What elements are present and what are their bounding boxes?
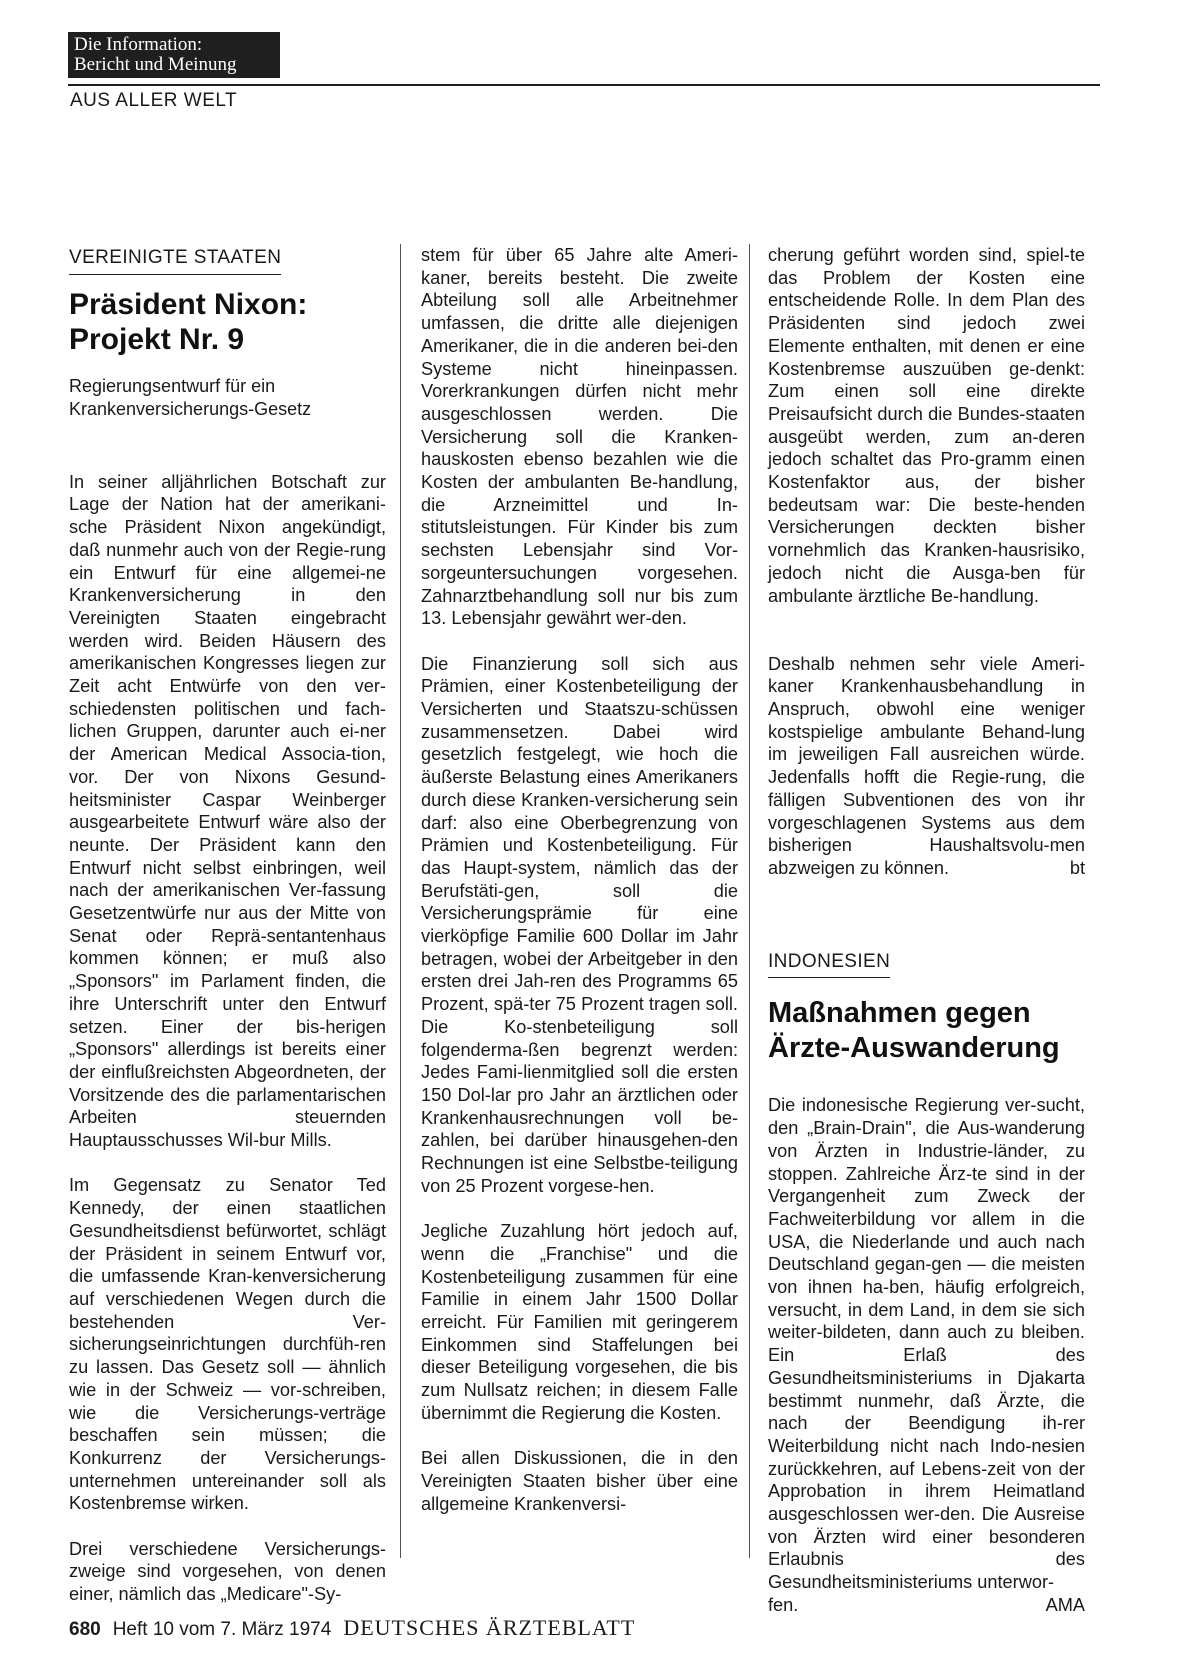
issue-info: Heft 10 vom 7. März 1974	[112, 1619, 332, 1640]
paragraph-end: fen.	[768, 1594, 799, 1615]
paragraph: Im Gegensatz zu Senator Ted Kennedy, der einen staatlichen Gesundheitsdienst befürwortet, schlägt der Präsident in seinem Entwurf vor, die umfassende Kran-kenversicherung auf verschiedenen Wegen durch die bestehenden Ver-sicherungseinrichtungen durchfüh-ren zu lassen. Das Gesetz soll — ähnlich wie in der Schweiz — vor-schreiben, wie die Versicherungs-verträge beschaffen sein müssen; die Konkurrenz der Versicherungs-unternehmen untereinander soll als Kostenbremse wirken.	[69, 1175, 386, 1514]
article-kicker: INDONESIEN	[768, 951, 890, 979]
paragraph: cherung geführt worden sind, spiel-te das Problem der Kosten eine entscheidende Rolle. In dem Plan des Präsidenten sind jedoch zwei Elemente enthalten, mit denen er eine Kostenbremse auszuüben ge-denkt: Zum einen soll eine direkte Preisaufsicht durch die Bundes-staaten ausgeübt werden, zum an-deren jedoch schaltet das Pro-gramm einen Kostenfaktor aus, der bisher bedeutsam war: Die beste-henden Versicherungen deckten bisher vornehmlich das Kranken-hausrisiko, jedoch nicht die Ausga-ben für ambulante ärztliche Be-handlung.	[768, 245, 1085, 606]
paragraph: Die Finanzierung soll sich aus Prämien, einer Kostenbeteiligung der Versicherten und Staatszu-schüssen zusammensetzen. Dabei wird gesetzlich festgelegt, wie hoch die äußerste Belastung eines Amerikaners durch diese Kranken-versicherung sein darf: also eine Oberbegrenzung von Prämien und Kostenbeteiligung. Für das Haupt-system, nämlich das der Berufstäti-gen, soll die Versicherungsprämie für eine vierköpfige Familie 600 Dollar im Jahr betragen, wobei der Arbeitgeber in den ersten drei Jah-ren des Programms 65 Prozent, spä-ter 75 Prozent tragen soll. Die Ko-stenbeteiligung soll folgenderma-ßen begrenzt werden: Jedes Fami-lienmitglied soll die ersten 150 Dol-lar pro Jahr an ärztlichen oder Krankenhausrechnungen voll be-zahlen, bei darüber hinausgehen-den Rechnungen ist eine Selbstbe-teiligung von 25 Prozent vorgese-hen.	[421, 653, 738, 1196]
article-subtitle: Regierungsentwurf für ein Krankenversicherungs-Gesetz	[69, 375, 312, 419]
rubric-line-2: Bericht und Meinung	[74, 54, 237, 75]
paragraph: Die indonesische Regierung ver-sucht, den „Brain-Drain", die Aus-wanderung von Ärzten in Industrie-länder, zu stoppen. Zahlreiche Ärz-te sind in der Vergangenheit zum Zweck der Fachweiterbildung vor allem in die USA, die Niederlande und auch nach Deutschland gegan-gen — die meisten von ihnen ha-ben, häufig erfolgreich, versucht, in dem Land, in dem sie sich weiter-bildeten, dann auch zu bleiben. Ein Erlaß des Gesundheitsministeriums in Djakarta bestimmt nunmehr, daß Ärzte, die nach der Beendigung ih-rer Weiterbildung nicht nach Indo-nesien zurückkehren, auf Lebens-zeit von der Approbation in ihrem Heimatland ausgeschlossen wer-den. Die Ausreise von Ärzten wird einer besonderen Erlaubnis des Gesundheitsministeriums unterwor-	[768, 1095, 1085, 1593]
article-headline	[768, 996, 1085, 1066]
paragraph: stem für über 65 Jahre alte Ameri-kaner, bereits besteht. Die zweite Abteilung soll alle Arbeitnehmer umfassen, die dritte alle diejenigen Amerikaner, die in die anderen bei-den Systeme nicht hineinpassen. Vorerkrankungen dürfen nicht mehr ausgeschlossen werden. Die Versicherung soll die Kranken-hauskosten ebenso bezahlen wie die Kosten der ambulanten Be-handlung, die Arzneimittel und In-stitutsleistungen. Für Kinder bis zum sechsten Lebensjahr sind Vor-sorgeuntersuchungen vorgesehen. Zahnarztbehandlung soll nur bis zum 13. Lebensjahr gewährt wer-den.	[421, 245, 738, 629]
column-1	[69, 246, 386, 1606]
page-number: 680	[69, 1619, 101, 1640]
column-3	[768, 244, 1085, 1617]
paragraph-text: Deshalb nehmen sehr viele Ameri-kaner Krankenhausbehandlung in Anspruch, obwohl eine weniger kostspielige ambulante Behand-lung im jeweiligen Fall ausreichen würde. Jedenfalls hofft die Regie-rung, die fälligen Subventionen des von ihr vorgeschlagenen Systems aus dem bisherigen Haushaltsvolu-men abzweigen zu können.	[768, 653, 1085, 878]
rubric-badge	[68, 32, 280, 78]
paragraph: In seiner alljährlichen Botschaft zur Lage der Nation hat der amerikani-sche Präsident Nixon angekündigt, daß nunmehr auch von der Regie-rung ein Entwurf für eine allgemei-ne Krankenversicherung in den Vereinigten Staaten eingebracht werden wird. Beiden Häusern des amerikanischen Kongresses liegen zur Zeit acht Entwürfe von den ver-schiedensten politischen und fach-lichen Gruppen, darunter auch ei-ner der American Medical Associa-tion, vor. Der von Nixons Gesund-heitsminister Caspar Weinberger ausgearbeitete Entwurf wäre also der neunte. Der Präsident kann den Entwurf nicht selbst einbringen, weil nach der amerikanischen Ver-fassung Gesetzentwürfe nur aus der Mitte von Senat oder Reprä-sentantenhaus kommen können; er muß also „Sponsors" im Parlament finden, die ihre Unterschrift unter den Entwurf setzen. Einer der bis-herigen „Sponsors" allerdings ist bereits einer der einflußreichsten Abgeordneten, der Vorsitzende des die parlamentarischen Arbeiten steuernden Hauptausschusses Wil-bur Mills.	[69, 471, 386, 1151]
headline-line-1: Präsident Nixon:	[69, 287, 308, 321]
section-heading: AUS ALLER WELT	[70, 90, 238, 111]
headline-line-1: Maßnahmen gegen	[768, 997, 1031, 1030]
header-rule	[68, 84, 1100, 86]
paragraph: Bei allen Diskussionen, die in den Vereinigten Staaten bisher über eine allgemeine Krankenversi-	[421, 1448, 738, 1514]
rubric-line-1: Die Information:	[74, 34, 203, 55]
paragraph: Jegliche Zuzahlung hört jedoch auf, wenn die „Franchise" und die Kostenbeteiligung zusammen für eine Familie in einem Jahr 1500 Dollar erreicht. Für Familien mit geringerem Einkommen sind Staffelungen bei dieser Beteiligung vorgesehen, die bis zum Nullsatz reichen; in diesem Falle übernimmt die Regierung die Kosten.	[421, 1221, 738, 1423]
headline-line-2: Ärzte-Auswanderung	[768, 1032, 1060, 1065]
journal-name: DEUTSCHES ÄRZTEBLATT	[343, 1615, 636, 1640]
article-headline	[69, 287, 386, 357]
article-byline: AMA	[1045, 1594, 1085, 1615]
article-kicker: VEREINIGTE STAATEN	[69, 247, 281, 275]
page-footer	[69, 1615, 635, 1641]
column-2	[421, 244, 738, 1515]
headline-line-2: Projekt Nr. 9	[69, 322, 245, 356]
column-divider	[749, 244, 750, 1558]
paragraph	[768, 630, 1085, 880]
column-divider	[400, 244, 401, 1558]
paragraph: Drei verschiedene Versicherungs-zweige sind vorgesehen, von denen einer, nämlich das „Medicare"-Sy-	[69, 1538, 386, 1605]
byline-row	[768, 1594, 1085, 1617]
article-byline: bt	[1069, 857, 1085, 878]
